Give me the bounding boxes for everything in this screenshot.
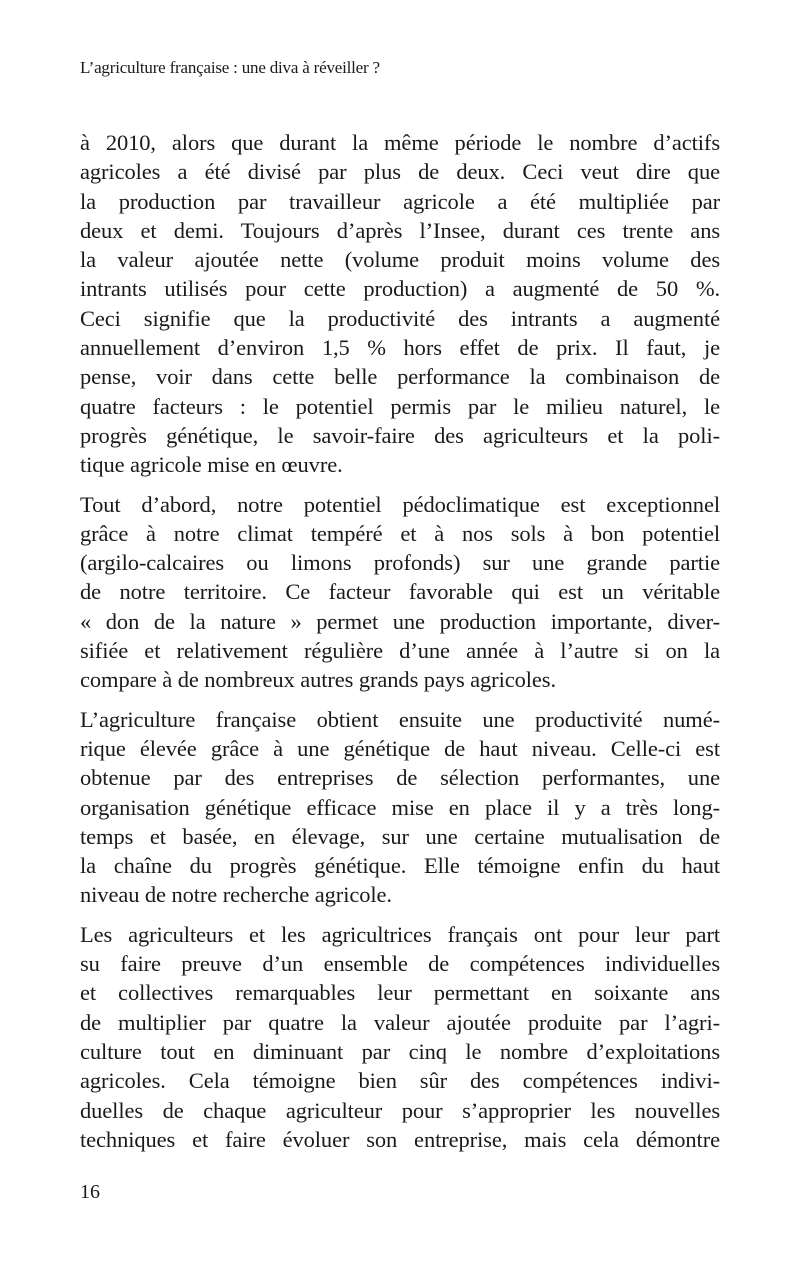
text-line: agricoles a été divisé par plus de deux. Ceci veut dire que	[80, 159, 720, 185]
text-line: de notre territoire. Ce facteur favorable qui est un véritable	[80, 579, 720, 605]
text-line: la valeur ajoutée nette (volume produit moins volume des	[80, 247, 720, 273]
text-line: deux et demi. Toujours d’après l’Insee, durant ces trente ans	[80, 217, 720, 243]
text-line: techniques et faire évoluer son entreprise, mais cela démontre	[80, 1126, 720, 1152]
text-line: L’agriculture française obtient ensuite une productivité numé-	[80, 706, 720, 732]
text-line: organisation génétique efficace mise en place il y a très long-	[80, 794, 720, 820]
text-line: agricoles. Cela témoigne bien sûr des compétences indivi-	[80, 1068, 720, 1094]
paragraph	[80, 490, 720, 695]
text-line: rique élevée grâce à une génétique de haut niveau. Celle-ci est	[80, 735, 720, 761]
text-line: intrants utilisés pour cette production) a augmenté de 50 %.	[80, 276, 720, 302]
paragraph	[80, 705, 720, 910]
text-line: tique agricole mise en œuvre.	[80, 452, 343, 478]
text-line: Ceci signifie que la productivité des intrants a augmenté	[80, 305, 720, 331]
text-line: niveau de notre recherche agricole.	[80, 882, 392, 908]
text-line: progrès génétique, le savoir-faire des agriculteurs et la poli-	[80, 422, 720, 448]
text-line: quatre facteurs : le potentiel permis par le milieu naturel, le	[80, 393, 720, 419]
text-line: et collectives remarquables leur permettant en soixante ans	[80, 980, 720, 1006]
text-line: obtenue par des entreprises de sélection performantes, une	[80, 765, 720, 791]
text-line: sifiée et relativement régulière d’une année à l’autre si on la	[80, 638, 720, 664]
text-line: à 2010, alors que durant la même période le nombre d’actifs	[80, 130, 720, 155]
text-line: « don de la nature » permet une production importante, diver-	[80, 608, 720, 634]
text-line: compare à de nombreux autres grands pays agricoles.	[80, 667, 556, 693]
text-line: su faire preuve d’un ensemble de compétences individuelles	[80, 951, 720, 977]
body-text	[80, 128, 720, 1164]
text-line: (argilo-calcaires ou limons profonds) sur une grande partie	[80, 550, 720, 576]
text-line: de multiplier par quatre la valeur ajoutée produite par l’agri-	[80, 1009, 720, 1035]
paragraph	[80, 128, 720, 480]
text-line: Tout d’abord, notre potentiel pédoclimatique est exceptionnel	[80, 491, 720, 517]
text-line: culture tout en diminuant par cinq le nombre d’exploitations	[80, 1038, 720, 1064]
paragraph	[80, 920, 720, 1154]
text-line: duelles de chaque agriculteur pour s’approprier les nouvelles	[80, 1097, 720, 1123]
page-number: 16	[80, 1181, 100, 1203]
text-line: pense, voir dans cette belle performance la combinaison de	[80, 364, 720, 390]
text-line: grâce à notre climat tempéré et à nos sols à bon potentiel	[80, 520, 720, 546]
text-line: annuellement d’environ 1,5 % hors effet de prix. Il faut, je	[80, 335, 720, 361]
text-line: la production par travailleur agricole a été multipliée par	[80, 188, 720, 214]
running-head: L’agriculture française : une diva à réveiller ?	[80, 58, 380, 77]
text-line: temps et basée, en élevage, sur une certaine mutualisation de	[80, 823, 720, 849]
text-line: Les agriculteurs et les agricultrices français ont pour leur part	[80, 921, 720, 947]
text-line: la chaîne du progrès génétique. Elle témoigne enfin du haut	[80, 853, 720, 879]
